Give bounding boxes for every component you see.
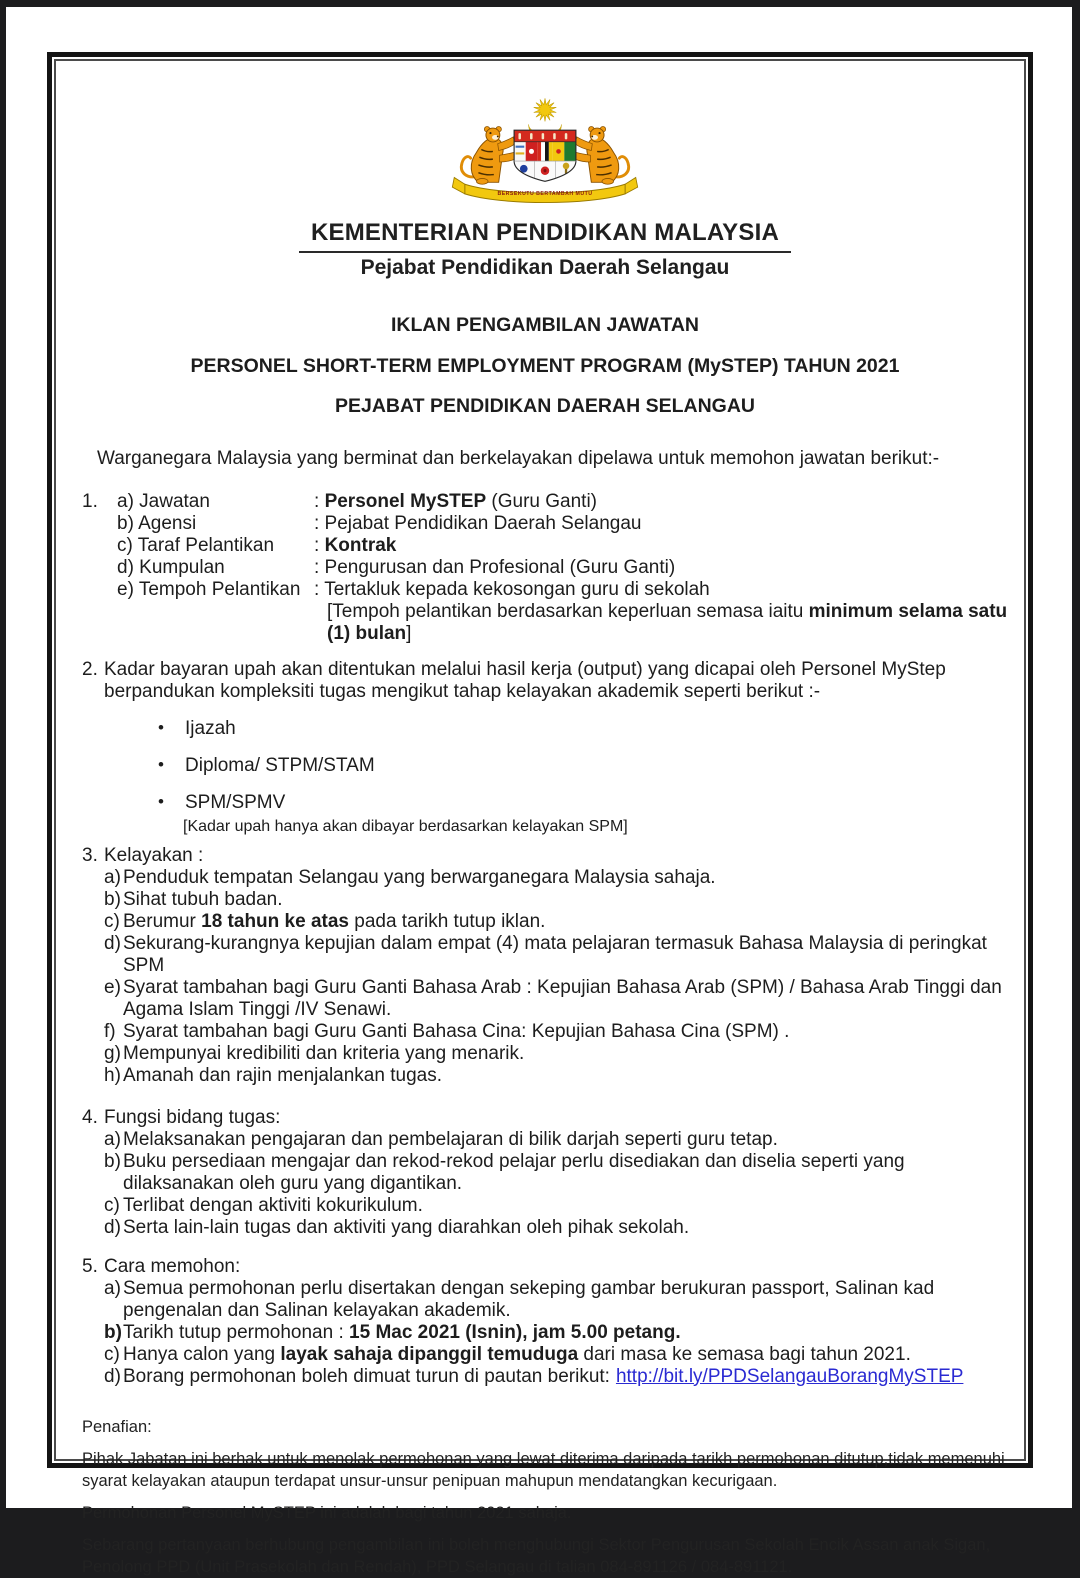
list-letter: a) <box>104 867 121 888</box>
list-text: Melaksanakan pengajaran dan pembelajaran di bilik darjah seperti guru tetap. <box>123 1129 778 1151</box>
list-text: Syarat tambahan bagi Guru Ganti Bahasa Arab : Kepujian Bahasa Arab (SPM) / Bahasa Arab Tinggi dan Agama Islam Tinggi /IV Senawi. <box>123 977 1002 1021</box>
section-fungsi-tugas <box>82 1107 1008 1239</box>
detail-value: : Kontrak <box>314 535 397 557</box>
disclaimer-paragraph: Pihak Jabatan ini berhak untuk menolak permohonan yang lewat diterima daripada tarikh permohonan ditutup,tidak memenuhi syarat kelayakan ataupun terdapat unsur-unsur penipuan mahupun mendatangkan kecurigaan. <box>82 1449 1005 1490</box>
bullet-icon: • <box>158 718 164 738</box>
section-kelayakan <box>82 845 1008 1087</box>
list-letter: b) <box>104 889 121 911</box>
kadar-upah-note: [Kadar upah hanya akan dibayar berdasarkan kelayakan SPM] <box>183 818 628 836</box>
list-text: Amanah dan rajin menjalankan tugas. <box>123 1065 442 1087</box>
section-kadar-bayaran <box>82 659 1008 837</box>
tiger-supporter-right <box>575 127 629 185</box>
list-letter: c) <box>104 1343 120 1365</box>
detail-label: c) Taraf Pelantikan <box>117 535 275 557</box>
list-letter: c) <box>104 1195 120 1217</box>
crest-motto: BERSEKUTU BERTAMBAH MUTU <box>497 190 593 197</box>
bullet-icon: • <box>158 792 164 812</box>
document-page <box>6 7 1072 1577</box>
title-iklan-pengambilan: IKLAN PENGAMBILAN JAWATAN <box>390 314 700 337</box>
item-number: 4. <box>82 1107 98 1129</box>
detail-value: : Pengurusan dan Profesional (Guru Ganti) <box>314 557 676 579</box>
list-text: Sekurang-kurangnya kepujian dalam empat (4) mata pelajaran termasuk Bahasa Malaysia di peringkat SPM <box>123 933 987 977</box>
list-letter: h) <box>104 1065 121 1087</box>
list-letter: b) <box>104 1321 122 1343</box>
bullet-item: • SPM/SPMV <box>158 792 286 814</box>
bullet-item: • Ijazah <box>158 718 236 740</box>
list-letter: a) <box>104 1129 121 1151</box>
detail-label: b) Agensi <box>117 513 197 535</box>
list-letter: d) <box>104 1217 121 1239</box>
list-text: Mempunyai kredibiliti dan kriteria yang menarik. <box>123 1043 525 1065</box>
item-number: 3. <box>82 844 98 866</box>
section-cara-memohon <box>82 1256 1008 1388</box>
detail-value: : Pejabat Pendidikan Daerah Selangau <box>314 513 642 535</box>
section-text: Kadar bayaran upah akan ditentukan melalui hasil kerja (output) yang dicapai oleh Personel MyStep berpandukan kompleksiti tugas mengikut tahap kelayakan akademik seperti berikut :- <box>104 659 946 703</box>
detail-value: : Personel MySTEP (Guru Ganti) <box>314 491 597 513</box>
list-text: Semua permohonan perlu disertakan dengan sekeping gambar berukuran passport, Salinan kad pengenalan dan Salinan kelayakan akademik. <box>123 1277 935 1321</box>
list-text: Terlibat dengan aktiviti kokurikulum. <box>123 1195 423 1217</box>
inner-border-line <box>54 59 1026 1577</box>
list-text: Sihat tubuh badan. <box>123 889 283 911</box>
bullet-item: • Diploma/ STPM/STAM <box>158 755 375 777</box>
list-text: Hanya calon yang layak sahaja dipanggil temuduga dari masa ke semasa bagi tahun 2021. <box>123 1343 911 1365</box>
ministry-name: KEMENTERIAN PENDIDIKAN MALAYSIA <box>299 219 791 253</box>
job-details-list <box>82 491 1008 645</box>
detail-value: : Tertakluk kepada kekosongan guru di sekolah <box>314 579 710 601</box>
application-form-link[interactable]: http://bit.ly/PPDSelangauBorangMySTEP <box>615 1365 964 1387</box>
item-number: 2. <box>82 659 98 681</box>
list-text: Serta lain-lain tugas dan aktiviti yang diarahkan oleh pihak sekolah. <box>123 1217 690 1239</box>
list-text: Buku persediaan mengajar dan rekod-rekod pelajar perlu disediakan dan diselia seperti yang dilaksanakan oleh guru yang digantikan. <box>123 1151 905 1195</box>
item-number: 1. <box>82 491 98 513</box>
item-number: 5. <box>82 1255 98 1277</box>
department-name: Pejabat Pendidikan Daerah Selangau <box>360 255 730 279</box>
qualification-bullets <box>158 718 1008 814</box>
disclaimer-section <box>82 1416 1008 1578</box>
title-program-mystep: PERSONEL SHORT-TERM EMPLOYMENT PROGRAM (MySTEP) TAHUN 2021 <box>190 354 900 377</box>
list-letter: a) <box>104 1277 121 1299</box>
list-letter: e) <box>104 977 121 999</box>
list-letter: d) <box>104 1365 121 1387</box>
list-letter: d) <box>104 933 121 955</box>
tiger-supporter-left <box>461 127 515 185</box>
list-letter: b) <box>104 1151 121 1173</box>
letterhead <box>82 219 1008 280</box>
list-text: Syarat tambahan bagi Guru Ganti Bahasa Cina: Kepujian Bahasa Cina (SPM) . <box>123 1021 790 1043</box>
intro-text: Warganegara Malaysia yang berminat dan berkelayakan dipelawa untuk memohon jawatan berikut:- <box>97 448 940 470</box>
bullet-icon: • <box>158 755 164 775</box>
tempoh-note: [Tempoh pelantikan berdasarkan keperluan semasa iaitu minimum selama satu (1) bulan] <box>327 601 1008 645</box>
list-text: Penduduk tempatan Selangau yang berwarganegara Malaysia sahaja. <box>123 867 716 888</box>
list-text: Berumur 18 tahun ke atas pada tarikh tutup iklan. <box>123 911 546 933</box>
disclaimer-paragraph: Permohonan Personel MySTEP ini adalah bagi tahun 2021 sahaja. <box>82 1504 572 1523</box>
list-letter: g) <box>104 1043 121 1065</box>
federal-star-icon <box>534 98 557 121</box>
detail-label: d) Kumpulan <box>117 557 225 579</box>
title-pejabat: PEJABAT PENDIDIKAN DAERAH SELANGAU <box>334 395 755 418</box>
disclaimer-heading: Penafian: <box>82 1417 152 1436</box>
detail-label: e) Tempoh Pelantikan <box>117 579 301 601</box>
shield <box>514 130 576 181</box>
list-text: Tarikh tutup permohonan : 15 Mac 2021 (Isnin), jam 5.00 petang. <box>123 1321 681 1343</box>
malaysia-coat-of-arms <box>434 91 656 207</box>
inner-border-frame <box>47 52 1033 1577</box>
list-letter: c) <box>104 911 120 933</box>
disclaimer-paragraph: Sebarang pertanyaan berhubung pengambilan ini boleh menghubungi Sektor Pengurusan Sekolah Encik Assan anak Sigan, Penolong PPD (Unit Prasekolah dan Rendah), PPD Selangau di talian 084-891126 / 084-891121. <box>82 1536 991 1577</box>
document-content <box>56 61 1024 1577</box>
section-heading: Cara memohon: <box>104 1255 241 1277</box>
section-heading: Kelayakan : <box>104 844 204 866</box>
list-text: Borang permohonan boleh dimuat turun di pautan berikut: http://bit.ly/PPDSelangauBorangMySTEP <box>123 1365 964 1387</box>
list-letter: f) <box>104 1021 116 1043</box>
detail-label: a) Jawatan <box>117 491 210 513</box>
section-heading: Fungsi bidang tugas: <box>104 1107 281 1129</box>
